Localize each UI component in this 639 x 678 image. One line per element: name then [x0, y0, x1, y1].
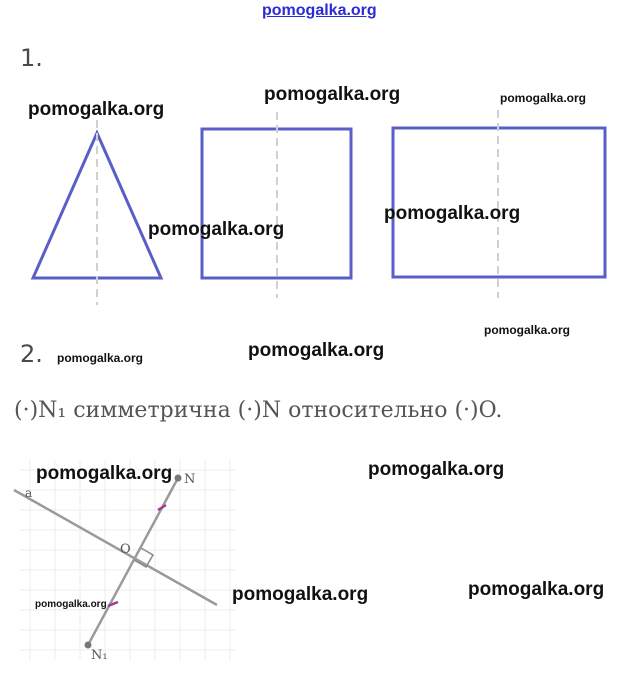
watermark: pomogalka.org — [232, 584, 369, 605]
watermark: pomogalka.org — [468, 579, 605, 600]
watermark: pomogalka.org — [28, 99, 165, 120]
label-o: O — [120, 542, 131, 557]
label-a: a — [25, 486, 33, 500]
label-n1: N₁ — [91, 648, 108, 663]
triangle-figure — [33, 120, 161, 305]
watermark: pomogalka.org — [368, 459, 505, 480]
task-1-number: 1. — [20, 44, 43, 72]
segment-n-n1 — [88, 478, 178, 645]
watermark: pomogalka.org — [35, 599, 107, 610]
square-figure — [202, 112, 351, 298]
task-2-number: 2. — [20, 340, 43, 368]
site-link[interactable]: pomogalka.org — [262, 2, 377, 19]
watermark: pomogalka.org — [248, 340, 385, 361]
watermark: pomogalka.org — [264, 84, 401, 105]
watermark: pomogalka.org — [484, 323, 571, 337]
line-a — [14, 490, 217, 605]
task-2-statement: (·)N₁ симметрична (·)N относительно (·)O. — [14, 398, 503, 423]
watermark: pomogalka.org — [36, 463, 173, 484]
grid-background — [20, 460, 235, 660]
watermark: pomogalka.org — [500, 91, 587, 105]
label-n: N — [184, 472, 196, 487]
watermark: pomogalka.org — [57, 351, 144, 365]
watermark: pomogalka.org — [148, 219, 285, 240]
watermark: pomogalka.org — [384, 203, 521, 224]
point-n — [175, 475, 182, 482]
